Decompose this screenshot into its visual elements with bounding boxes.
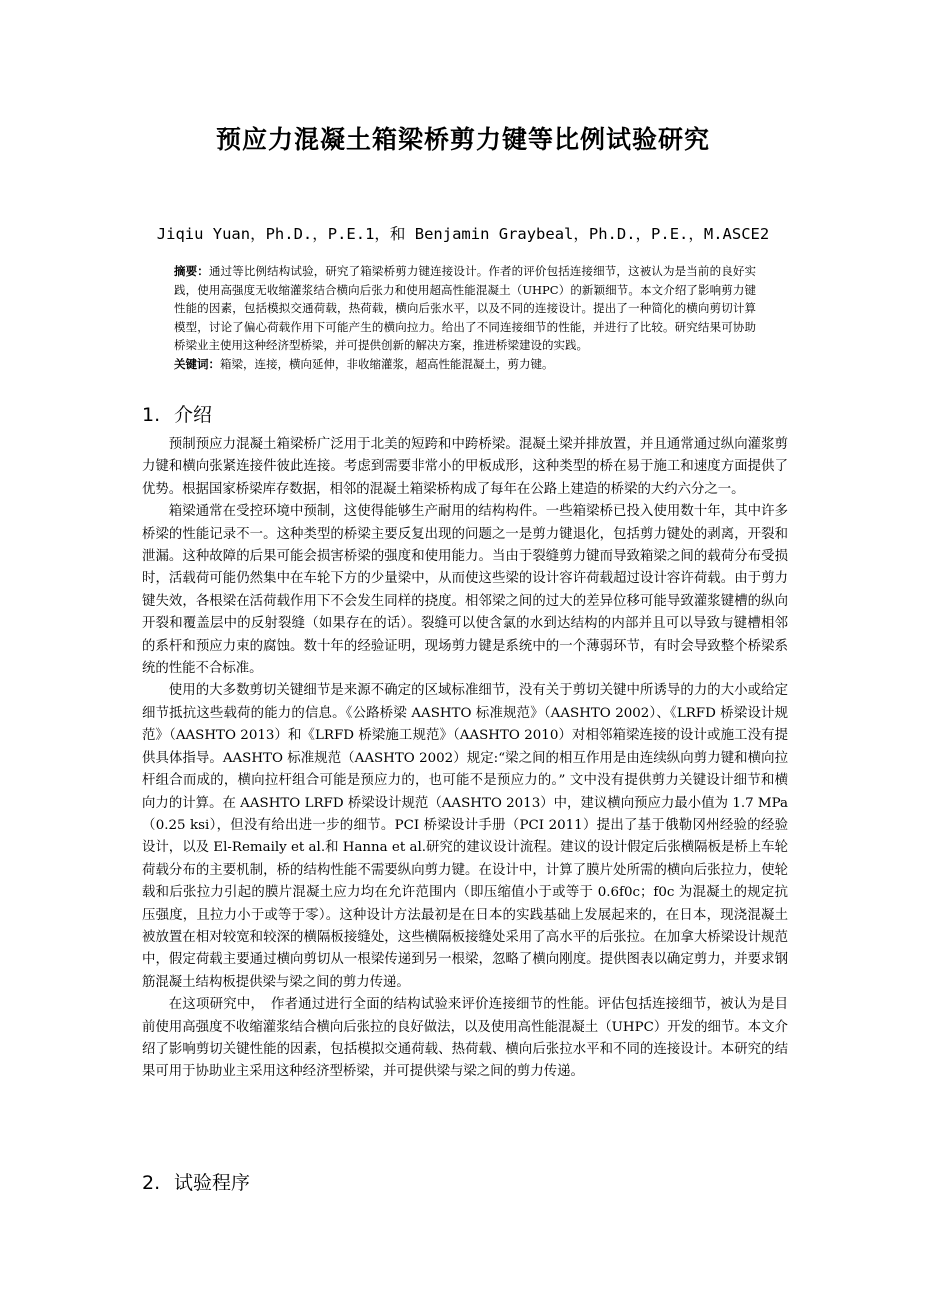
- section-1-heading: [142, 400, 212, 427]
- abstract-label: 摘要：: [174, 264, 209, 278]
- keywords-paragraph: [174, 355, 756, 374]
- keywords-text: 箱梁，连接，横向延伸，非收缩灌浆，超高性能混凝土，剪力键。: [220, 356, 554, 371]
- section-2-title: 试验程序: [174, 1172, 251, 1194]
- abstract-text: 通过等比例结构试验，研究了箱梁桥剪力键连接设计。作者的评价包括连接细节，这被认为是当前的良好实践，使用高强度无收缩灌浆结合横向后张力和使用超高性能混凝土（UHPC）的新颖细节。本文介绍了影响剪力键性能的因素，包括模拟交通荷载，热荷载，横向后张水平，以及不同的连接设计。提出了一种简化的横向剪切计算模型，讨论了偏心荷载作用下可能产生的横向拉力。给出了不同连接细节的性能，并进行了比较。研究结果可协助桥梁业主使用这种经济型桥梁，并可提供创新的解决方案，推进桥梁建设的实践。: [174, 264, 757, 353]
- abstract-block: [174, 262, 756, 374]
- section-2-number: 2.: [142, 1172, 161, 1194]
- body-paragraph: 使用的大多数剪切关键细节是来源不确定的区域标准细节，没有关于剪切关键中所诱导的力的大小或给定细节抵抗这些载荷的能力的信息。《公路桥梁 AASHTO 标准规范》（AASHTO 2002）、《LRFD 桥梁设计规范》（AASHTO 2013）和《LRFD 桥梁施工规范》（AASHTO 2010）对相邻箱梁连接的设计或施工没有提供具体指导。AASHTO 标准规范（AASHTO 2002）规定:“梁之间的相互作用是由连续纵向剪力键和横向拉杆组合而成的，横向拉杆组合可能是预应力的，也可能不是预应力的。” 文中没有提供剪力关键设计细节和横向力的计算。在 AASHTO LRFD 桥梁设计规范（AASHTO 2013）中，建议横向预应力最小值为 1.7 MPa （0.25 ksi），但没有给出进一步的细节。PCI 桥梁设计手册（PCI 2011）提出了基于俄勒冈州经验的经验设计，以及 El-Remaily et al.和 Hanna et al.研究的建议设计流程。建议的设计假定后张横隔板是桥上车轮荷载分布的主要机制，桥的结构性能不需要纵向剪力键。在设计中，计算了膜片处所需的横向后张拉力，使轮载和后张拉力引起的膜片混凝土应力均在允许范围内（即压缩值小于或等于 0.6f0c；f0c 为混凝土的规定抗压强度，且拉力小于或等于零）。这种设计方法最初是在日本的实践基础上发展起来的，在日本，现浇混凝土被放置在相对较宽和较深的横隔板接缝处，这些横隔板接缝处采用了高水平的后张拉。在加拿大桥梁设计规范中，假定荷载主要通过横向剪切从一根梁传递到另一根梁，忽略了横向刚度。提供图表以确定剪力，并要求钢筋混凝土结构板提供梁与梁之间的剪力传递。: [142, 683, 788, 990]
- section-1-body: [142, 434, 788, 1084]
- author-line: Jiqiu Yuan，Ph.D.，P.E.1，和 Benjamin Graybeal，Ph.D.，P.E.，M.ASCE2: [156, 225, 770, 243]
- abstract-paragraph: [174, 262, 756, 355]
- section-2-heading: [142, 1168, 250, 1195]
- body-paragraph: 箱梁通常在受控环境中预制，这使得能够生产耐用的结构构件。一些箱梁桥已投入使用数十年，其中许多桥梁的性能记录不一。这种类型的桥梁主要反复出现的问题之一是剪力键退化，包括剪力键处的剥离，开裂和泄漏。这种故障的后果可能会损害桥梁的强度和使用能力。当由于裂缝剪力键而导致箱梁之间的载荷分布受损时，活载荷可能仍然集中在车轮下方的少量梁中，从而使这些梁的设计容许荷载超过设计容许荷载。由于剪力键失效，各根梁在活荷载作用下不会发生同样的挠度。相邻梁之间的过大的差异位移可能导致灌浆键槽的纵向开裂和覆盖层中的反射裂缝（如果存在的话）。裂缝可以使含氯的水到达结构的内部并且可以导致与键槽相邻的系杆和预应力束的腐蚀。数十年的经验证明，现场剪力键是系统中的一个薄弱环节，有时会导致整个桥梁系统的性能不合标准。: [142, 504, 788, 677]
- section-1-title: 介绍: [174, 404, 213, 426]
- body-paragraph: 在这项研究中， 作者通过进行全面的结构试验来评价连接细节的性能。评估包括连接细节，被认为是目前使用高强度不收缩灌浆结合横向后张拉的良好做法，以及使用高性能混凝土（UHPC）开发的细节。本文介绍了影响剪切关键性能的因素，包括模拟交通荷载、热荷载、横向后张拉水平和不同的连接设计。本研究的结果可用于协助业主采用这种经济型桥梁，并可提供梁与梁之间的剪力传递。: [142, 997, 788, 1080]
- keywords-label: 关键词：: [174, 356, 220, 371]
- paper-title: 预应力混凝土箱梁桥剪力键等比例试验研究: [215, 125, 710, 154]
- body-paragraph: 预制预应力混凝土箱梁桥广泛用于北美的短跨和中跨桥梁。混凝土梁并排放置，并且通常通过纵向灌浆剪力键和横向张紧连接件彼此连接。考虑到需要非常小的甲板成形，这种类型的桥在易于施工和速度方面提供了优势。根据国家桥梁库存数据，相邻的混凝土箱梁桥构成了每年在公路上建造的桥梁的大约六分之一。: [142, 437, 788, 497]
- section-1-number: 1.: [142, 404, 161, 426]
